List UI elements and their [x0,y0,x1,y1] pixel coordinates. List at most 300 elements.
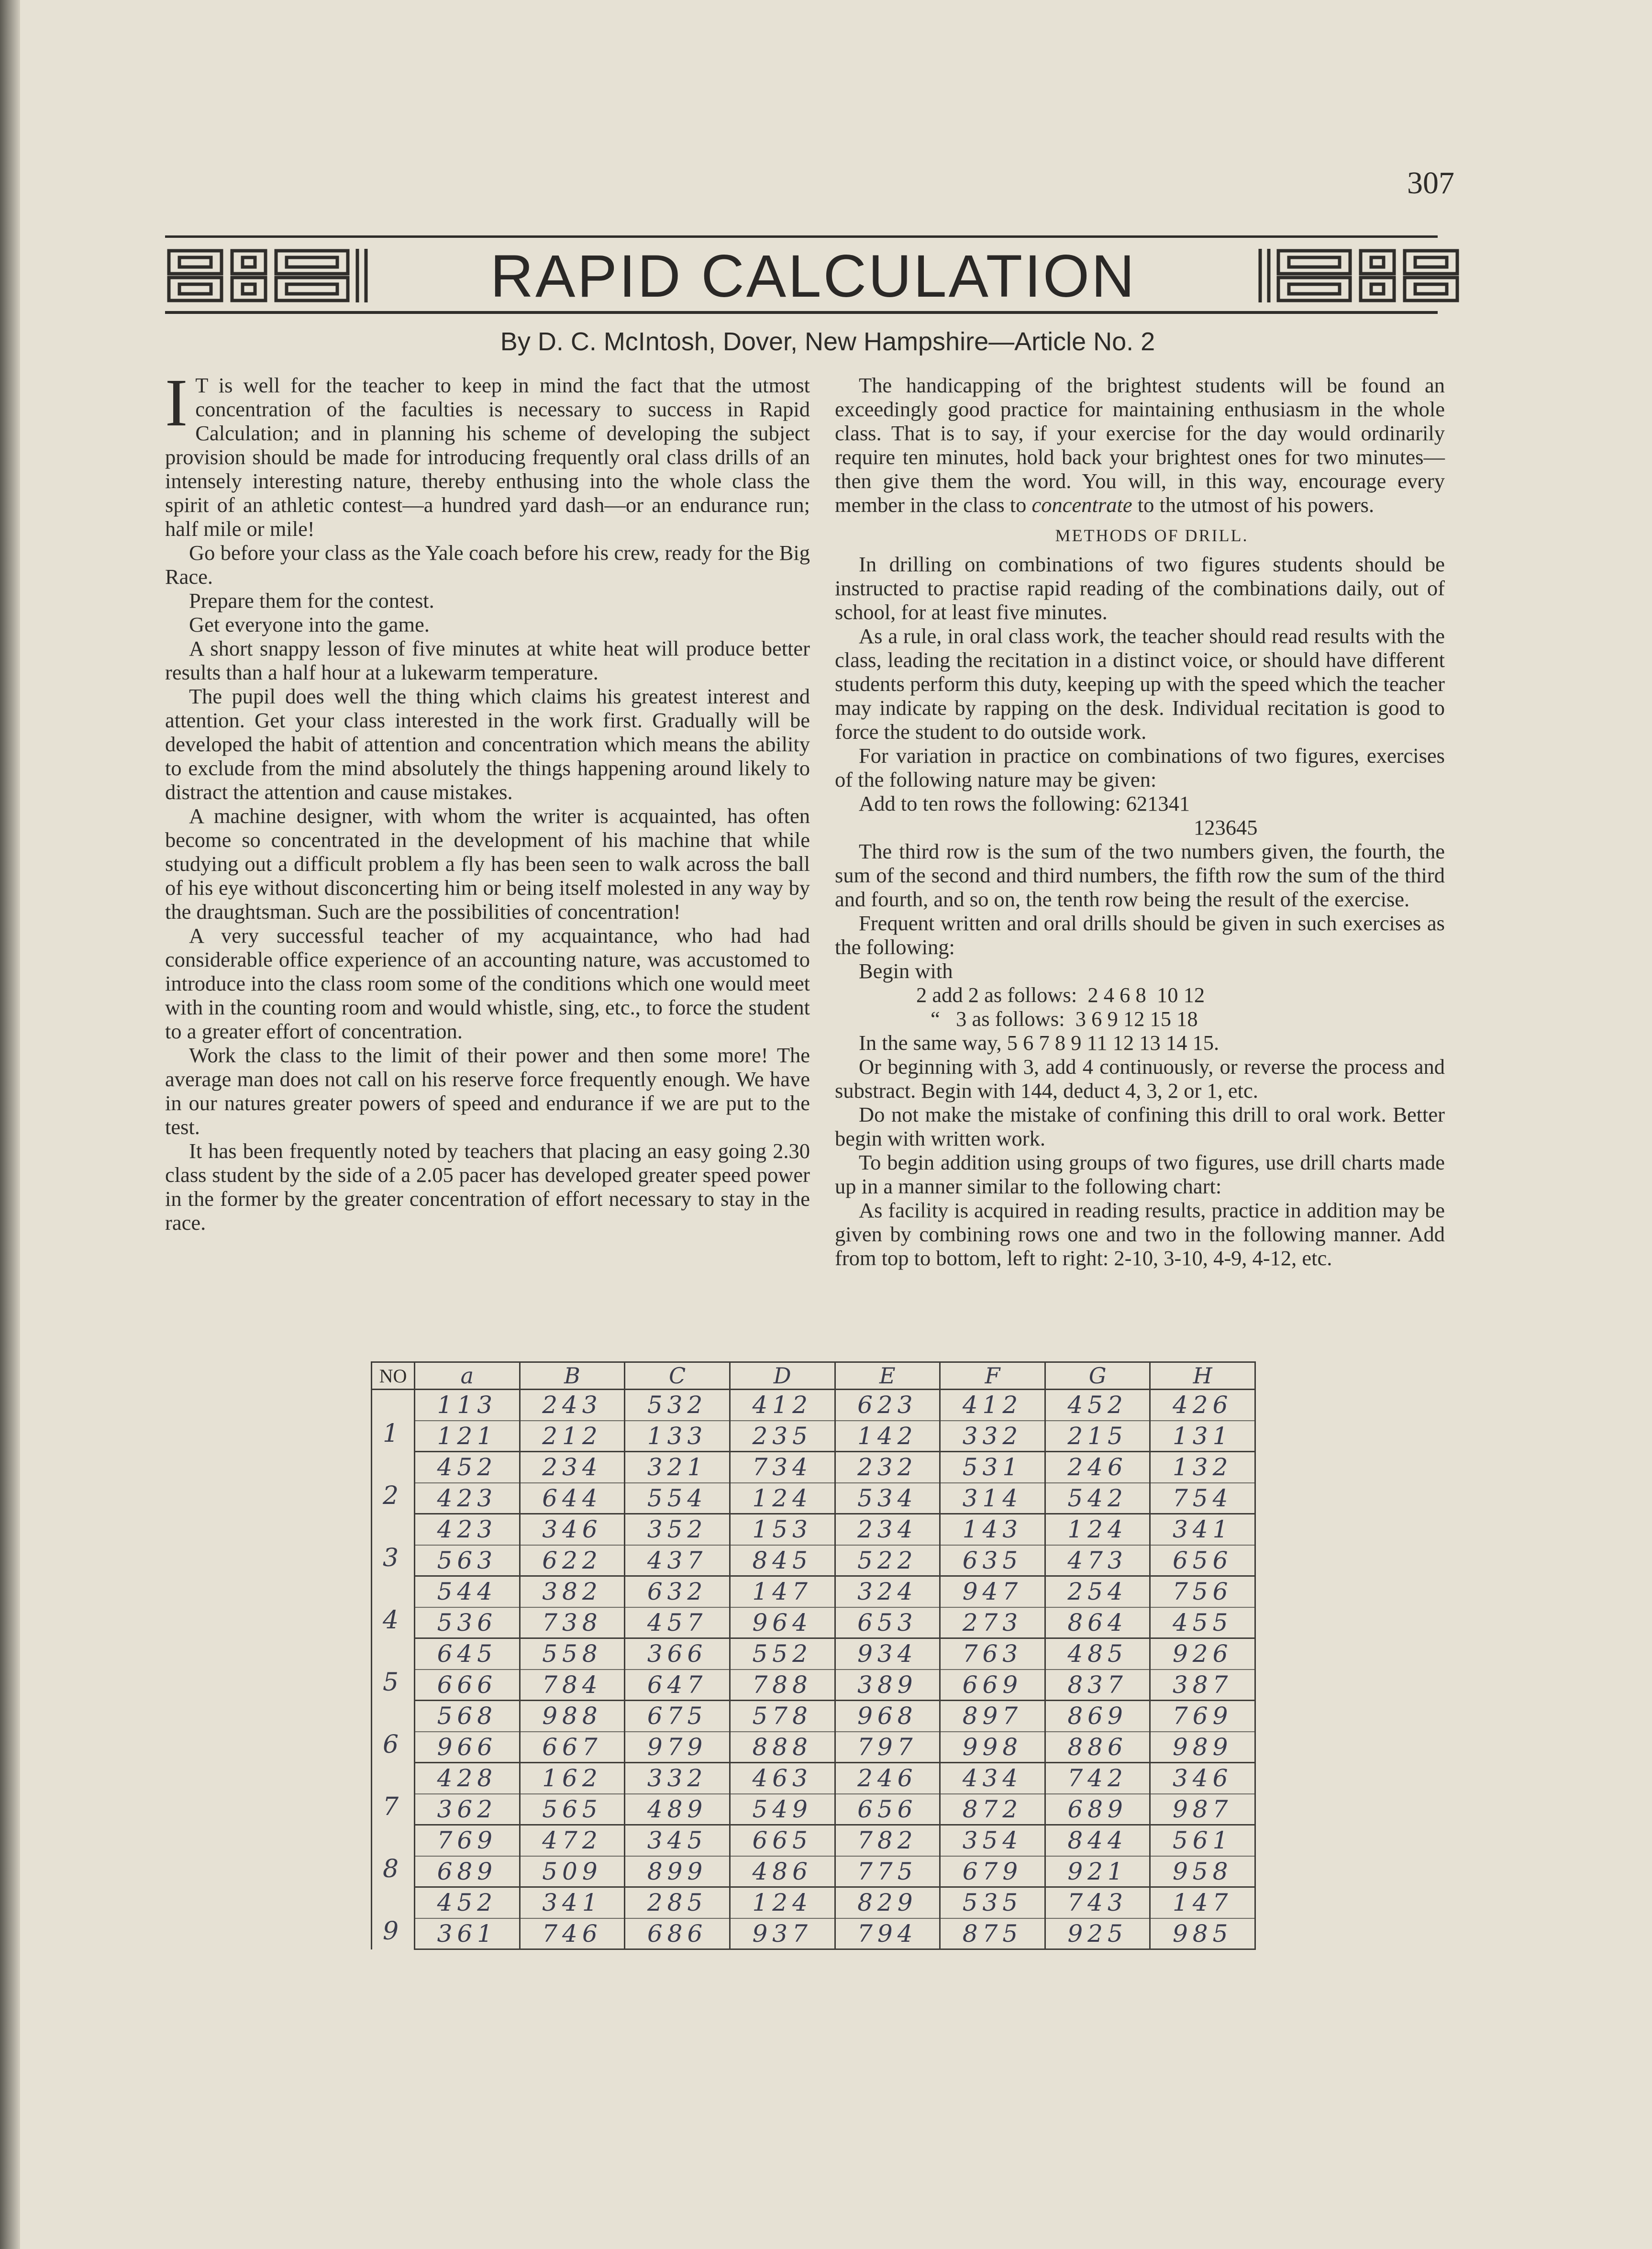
paragraph: A very successful teacher of my acquaintance, who had had considerable office experience of an accounting nature, was accustomed to introduce into the class room some of the conditions which one would meet with in the counting room and would whistle, sing, etc., to force the student to a greater effort of concentration. [165,924,810,1043]
chart-number-bottom: 784 [542,1670,602,1699]
chart-cell [730,1638,835,1701]
chart-cell [520,1514,625,1576]
chart-number-top: 532 [625,1390,729,1421]
chart-cell [625,1452,730,1514]
chart-number-top: 153 [731,1514,834,1546]
paragraph: Work the class to the limit of their power and then some more! The average man does not call on his reserve force frequently enough. We have in our natures greater powers of speed and endurance if we are put to the test. [165,1043,810,1139]
chart-number-bottom: 389 [857,1670,918,1699]
chart-number-bottom: 647 [647,1670,708,1699]
chart-cell [730,1390,835,1452]
chart-cell [520,1763,625,1825]
chart-number-bottom: 457 [647,1608,708,1637]
chart-cell-pair [1046,1514,1150,1575]
chart-cell-pair [415,1763,519,1824]
chart-cell [1150,1390,1255,1452]
chart-number-bottom: 273 [962,1608,1023,1637]
chart-cell [1045,1825,1150,1887]
chart-number-top: 485 [1046,1639,1150,1670]
chart-number-bottom: 985 [1172,1919,1233,1948]
chart-cell [1150,1825,1255,1887]
chart-cell [835,1576,940,1638]
chart-number-bottom: 872 [962,1795,1023,1823]
chart-cell-pair [521,1577,624,1637]
chart-cell [940,1390,1045,1452]
chart-cell [940,1514,1045,1576]
chart-number-top: 782 [836,1826,940,1857]
chart-number-bottom: 837 [1067,1670,1128,1699]
chart-cell [730,1701,835,1763]
chart-number-bottom: 133 [647,1422,708,1450]
paragraph: The pupil does well the thing which claims his greatest interest and attention. Get your class interested in the work first. Gradually will be developed the habit of attention and concentration which means the ability to exclude from the mind absolutely the things happening around likely to distract the attention and cause mistakes. [165,684,810,804]
example-line: “ 3 as follows: 3 6 9 12 15 18 [931,1007,1198,1031]
chart-cell [730,1825,835,1887]
chart-number-bottom: 797 [857,1733,918,1761]
chart-cell-pair [1151,1390,1254,1451]
chart-cell-pair [415,1514,519,1575]
chart-number-top: 734 [731,1452,834,1483]
chart-number-top: 869 [1046,1701,1150,1732]
chart-cell-pair [415,1390,519,1451]
chart-number-top: 234 [521,1452,624,1483]
chart-number-bottom: 142 [857,1422,918,1450]
chart-number-bottom: 864 [1067,1608,1128,1637]
chart-cell-pair [521,1452,624,1513]
chart-number-top: 428 [415,1763,519,1794]
chart-cell [1150,1452,1255,1514]
chart-number-bottom: 332 [962,1422,1023,1450]
chart-row-number: 5 [372,1638,415,1701]
paragraph: A short snappy lesson of five minutes at white heat will produce better results than a half hour at a lukewarm temperature. [165,636,810,684]
chart-number-bottom: 656 [1172,1546,1233,1574]
chart-number-bottom: 689 [437,1857,498,1885]
chart-row-number: 4 [372,1576,415,1638]
chart-row-number: 3 [372,1514,415,1576]
chart-header-no: NO [372,1362,415,1390]
chart-cell-pair [941,1577,1044,1637]
chart-number-bottom: 989 [1172,1733,1233,1761]
chart-number-top: 341 [1151,1514,1254,1546]
chart-number-bottom: 565 [542,1795,602,1823]
chart-number-top: 742 [1046,1763,1150,1794]
chart-number-top: 341 [521,1888,624,1919]
chart-number-top: 162 [521,1763,624,1794]
chart-number-top: 246 [1046,1452,1150,1483]
chart-number-bottom: 486 [752,1857,812,1885]
chart-number-top: 472 [521,1826,624,1857]
chart-number-top: 132 [1151,1452,1254,1483]
chart-cell-pair [836,1390,940,1451]
chart-cell-pair [836,1826,940,1886]
chart-number-bottom: 845 [752,1546,812,1574]
chart-column-header: C [625,1362,730,1390]
chart-cell-pair [731,1452,834,1513]
chart-cell [1150,1638,1255,1701]
chart-cell [1045,1514,1150,1576]
chart-number-top: 124 [731,1888,834,1919]
paragraph: For variation in practice on combinations of two figures, exercises of the following nature may be given: [835,744,1445,791]
chart-number-top: 346 [521,1514,624,1546]
chart-number-bottom: 536 [437,1608,498,1637]
chart-number-top: 463 [731,1763,834,1794]
right-column [835,373,1445,1270]
chart-cell [940,1825,1045,1887]
chart-row [372,1763,1255,1825]
chart-cell-pair [836,1639,940,1700]
chart-cell-pair [941,1701,1044,1762]
chart-cell [940,1576,1045,1638]
paragraph: It has been frequently noted by teachers that placing an easy going 2.30 class student by the side of a 2.05 pacer has developed greater speed power in the former by the greater concentration of effort necessary to stay in the race. [165,1139,810,1235]
chart-cell [520,1452,625,1514]
chart-cell-pair [625,1639,729,1700]
chart-number-bottom: 738 [542,1608,602,1637]
chart-cell [415,1514,520,1576]
chart-number-top: 124 [1046,1514,1150,1546]
chart-cell [835,1638,940,1701]
chart-number-bottom: 554 [647,1484,708,1512]
chart-cell [1045,1576,1150,1638]
chart-number-top: 578 [731,1701,834,1732]
chart-cell-pair [731,1701,834,1762]
chart-cell [415,1763,520,1825]
chart-number-top: 332 [625,1763,729,1794]
chart-number-bottom: 689 [1067,1795,1128,1823]
chart-number-bottom: 958 [1172,1857,1233,1885]
paragraph: Do not make the mistake of confining this drill to oral work. Better begin with written work. [835,1102,1445,1150]
chart-number-bottom: 979 [647,1733,708,1761]
chart-cell-pair [625,1577,729,1637]
chart-cell-pair [415,1639,519,1700]
chart-cell [1045,1763,1150,1825]
chart-number-top: 254 [1046,1577,1150,1608]
chart-row [372,1825,1255,1887]
paragraph-text: T is well for the teacher to keep in mind the fact that the utmost concentration of the faculties is necessary to success in Rapid Calculation; and in planning his scheme of developing the subject provision should be made for introducing frequently oral class drills of an intensely interesting nature, thereby enthusing into the whole class the spirit of an athletic contest—a hundred yard dash—or an endurance run; half mile or mile! [165,373,810,541]
example-line: 2 add 2 as follows: 2 4 6 8 10 12 [916,983,1205,1007]
chart-cell-pair [1151,1888,1254,1948]
chart-cell [415,1638,520,1701]
chart-cell [415,1701,520,1763]
chart-cell-pair [1151,1701,1254,1762]
chart-number-bottom: 788 [752,1670,812,1699]
paragraph: Prepare them for the contest. [189,589,434,612]
chart-number-bottom: 473 [1067,1546,1128,1574]
chart-number-top: 324 [836,1577,940,1608]
chart-number-top: 926 [1151,1639,1254,1670]
chart-number-bottom: 124 [752,1484,812,1512]
chart-row-number: 8 [372,1825,415,1887]
chart-number-bottom: 635 [962,1546,1023,1574]
chart-cell [940,1701,1045,1763]
chart-number-bottom: 775 [857,1857,918,1885]
chart-number-top: 552 [731,1639,834,1670]
chart-cell-pair [941,1452,1044,1513]
paragraph-text: to the utmost of his powers. [1132,493,1375,517]
chart-cell [625,1638,730,1701]
chart-cell [520,1887,625,1949]
chart-cell-pair [625,1888,729,1948]
chart-cell-pair [625,1701,729,1762]
drill-chart [371,1361,1256,1950]
paragraph: The third row is the sum of the two numbers given, the fourth, the sum of the second and third numbers, the fifth row the sum of the third and fourth, and so on, the tenth row being the result of the exercise. [835,839,1445,911]
chart-cell-pair [941,1390,1044,1451]
chart-cell-pair [625,1763,729,1824]
paragraph: A machine designer, with whom the writer is acquainted, has often become so concentrated in the development of his machine that while studying out a difficult problem a fly has been seen to walk across the ball of his eye without disconcerting him or being itself molested in any way by the draughtsman. Such are the possibilities of concentration! [165,804,810,924]
chart-cell-pair [521,1763,624,1824]
chart-cell [730,1514,835,1576]
chart-cell [625,1763,730,1825]
paragraph: As a rule, in oral class work, the teacher should read results with the class, leading the recitation in a distinct voice, or should have different students perform this duty, keeping up with the speed which the teacher may indicate by rapping on the desk. Individual recitation is good to force the student to do outside work. [835,624,1445,744]
chart-number-bottom: 746 [542,1919,602,1948]
chart-cell-pair [836,1514,940,1575]
chart-cell [730,1576,835,1638]
chart-number-bottom: 121 [437,1422,498,1450]
chart-cell-pair [1046,1639,1150,1700]
chart-cell [835,1763,940,1825]
chart-cell-pair [1046,1763,1150,1824]
chart-cell [625,1887,730,1949]
chart-number-top: 452 [415,1888,519,1919]
chart-number-bottom: 937 [752,1919,812,1948]
chart-cell-pair [1046,1452,1150,1513]
chart-cell [1045,1701,1150,1763]
chart-number-top: 382 [521,1577,624,1608]
chart-cell-pair [731,1888,834,1948]
chart-number-top: 412 [941,1390,1044,1421]
paragraph: Frequent written and oral drills should be given in such exercises as the following: [835,911,1445,959]
chart-cell [625,1701,730,1763]
chart-cell-pair [836,1577,940,1637]
chart-number-top: 434 [941,1763,1044,1794]
chart-cell [835,1452,940,1514]
chart-number-top: 452 [415,1452,519,1483]
chart-number-bottom: 667 [542,1733,602,1761]
chart-cell [940,1887,1045,1949]
chart-number-bottom: 679 [962,1857,1023,1885]
page-number: 307 [1407,166,1454,200]
chart-cell-pair [625,1452,729,1513]
section-heading: METHODS OF DRILL. [1055,526,1249,545]
chart-number-bottom: 899 [647,1857,708,1885]
chart-number-bottom: 653 [857,1608,918,1637]
chart-number-bottom: 998 [962,1733,1023,1761]
chart-row-number: 1 [372,1390,415,1452]
drill-chart-table [371,1361,1256,1950]
chart-number-top: 366 [625,1639,729,1670]
chart-row [372,1514,1255,1576]
chart-cell-pair [1046,1888,1150,1948]
chart-cell-pair [731,1763,834,1824]
chart-number-top: 232 [836,1452,940,1483]
greek-key-ornament-left-icon [165,247,376,304]
chart-number-top: 535 [941,1888,1044,1919]
chart-header-row [372,1362,1255,1390]
chart-row [372,1390,1255,1452]
chart-number-top: 829 [836,1888,940,1919]
emphasis-text: concentrate [1031,493,1132,517]
paragraph: Add to ten rows the following: 621341 [859,791,1190,815]
chart-number-bottom: 925 [1067,1919,1128,1948]
chart-number-top: 452 [1046,1390,1150,1421]
chart-cell [835,1390,940,1452]
chart-number-bottom: 656 [857,1795,918,1823]
chart-number-top: 844 [1046,1826,1150,1857]
chart-cell [520,1825,625,1887]
chart-cell-pair [1151,1452,1254,1513]
chart-body [372,1390,1255,1949]
paragraph: As facility is acquired in reading results, practice in addition may be given by combining rows one and two in the following manner. Add from top to bottom, left to right: 2-10, 3-10, 4-9, 4-12, etc. [835,1198,1445,1270]
chart-number-bottom: 522 [857,1546,918,1574]
chart-column-header: a [415,1362,520,1390]
chart-cell [1150,1576,1255,1638]
chart-cell [1150,1763,1255,1825]
chart-number-top: 645 [415,1639,519,1670]
chart-cell-pair [521,1826,624,1886]
chart-number-bottom: 686 [647,1919,708,1948]
chart-number-bottom: 549 [752,1795,812,1823]
chart-column-header: B [520,1362,625,1390]
chart-cell [625,1390,730,1452]
chart-number-top: 147 [1151,1888,1254,1919]
article-title: RAPID CALCULATION [490,243,1137,310]
chart-number-bottom: 669 [962,1670,1023,1699]
chart-column-header: F [940,1362,1045,1390]
chart-number-top: 968 [836,1701,940,1732]
paragraph: Begin with [859,959,953,983]
chart-number-top: 934 [836,1639,940,1670]
chart-number-bottom: 563 [437,1546,498,1574]
chart-number-bottom: 754 [1172,1484,1233,1512]
chart-number-top: 354 [941,1826,1044,1857]
chart-cell [415,1887,520,1949]
chart-cell [1045,1887,1150,1949]
chart-cell-pair [415,1826,519,1886]
chart-number-bottom: 455 [1172,1608,1233,1637]
chart-cell-pair [836,1888,940,1948]
chart-cell [940,1638,1045,1701]
chart-number-bottom: 875 [962,1919,1023,1948]
header-rule-top [165,235,1438,238]
paragraph: In drilling on combinations of two figures students should be instructed to practise rapid reading of the combinations daily, out of school, for at least five minutes. [835,552,1445,624]
chart-cell-pair [625,1390,729,1451]
chart-number-top: 743 [1046,1888,1150,1919]
chart-number-top: 345 [625,1826,729,1857]
chart-number-bottom: 987 [1172,1795,1233,1823]
chart-row [372,1638,1255,1701]
chart-number-top: 947 [941,1577,1044,1608]
chart-cell [835,1887,940,1949]
chart-column-header: G [1045,1362,1150,1390]
chart-number-top: 352 [625,1514,729,1546]
chart-cell-pair [521,1701,624,1762]
chart-cell-pair [521,1888,624,1948]
chart-number-bottom: 966 [437,1733,498,1761]
chart-number-top: 769 [1151,1701,1254,1732]
chart-column-header: E [835,1362,940,1390]
chart-number-bottom: 794 [857,1919,918,1948]
paragraph: Or beginning with 3, add 4 continuously, or reverse the process and substract. Begin with 144, deduct 4, 3, 2 or 1, etc. [835,1055,1445,1102]
chart-cell-pair [836,1763,940,1824]
chart-number-bottom: 964 [752,1608,812,1637]
chart-number-bottom: 534 [857,1484,918,1512]
chart-cell [1150,1887,1255,1949]
left-column [165,365,810,1235]
chart-cell-pair [941,1639,1044,1700]
article-byline: By D. C. McIntosh, Dover, New Hampshire—Article No. 2 [500,327,1155,356]
chart-cell-pair [731,1514,834,1575]
chart-number-top: 531 [941,1452,1044,1483]
chart-cell-pair [1046,1701,1150,1762]
chart-number-bottom: 542 [1067,1484,1128,1512]
chart-row-number: 7 [372,1763,415,1825]
paragraph [165,365,810,541]
chart-cell [940,1763,1045,1825]
chart-number-bottom: 886 [1067,1733,1128,1761]
book-spine-shadow [0,0,20,2249]
chart-number-top: 675 [625,1701,729,1732]
chart-cell [625,1825,730,1887]
chart-cell [625,1576,730,1638]
chart-cell-pair [521,1390,624,1451]
chart-cell-pair [836,1452,940,1513]
chart-cell-pair [1151,1826,1254,1886]
chart-number-bottom: 644 [542,1484,602,1512]
chart-row [372,1576,1255,1638]
chart-cell-pair [415,1888,519,1948]
chart-number-top: 234 [836,1514,940,1546]
chart-cell [730,1887,835,1949]
chart-number-top: 568 [415,1701,519,1732]
chart-number-bottom: 509 [542,1857,602,1885]
chart-cell [835,1514,940,1576]
chart-cell-pair [941,1763,1044,1824]
paragraph: To begin addition using groups of two figures, use drill charts made up in a manner similar to the following chart: [835,1150,1445,1198]
chart-number-top: 769 [415,1826,519,1857]
chart-number-top: 346 [1151,1763,1254,1794]
chart-number-top: 147 [731,1577,834,1608]
chart-cell-pair [941,1514,1044,1575]
chart-number-top: 623 [836,1390,940,1421]
chart-cell-pair [731,1390,834,1451]
chart-cell-pair [625,1514,729,1575]
chart-cell [415,1825,520,1887]
chart-cell-pair [625,1826,729,1886]
chart-cell-pair [1151,1639,1254,1700]
chart-cell-pair [731,1577,834,1637]
chart-number-top: 423 [415,1514,519,1546]
chart-cell-pair [1046,1826,1150,1886]
chart-number-top: 897 [941,1701,1044,1732]
chart-number-bottom: 489 [647,1795,708,1823]
chart-cell-pair [941,1826,1044,1886]
chart-cell [730,1763,835,1825]
chart-number-top: 756 [1151,1577,1254,1608]
chart-cell [520,1390,625,1452]
chart-number-bottom: 235 [752,1422,812,1450]
chart-number-top: 246 [836,1763,940,1794]
chart-cell [1150,1514,1255,1576]
chart-cell [520,1576,625,1638]
chart-number-bottom: 423 [437,1484,498,1512]
chart-cell [940,1452,1045,1514]
chart-number-bottom: 622 [542,1546,602,1574]
chart-number-top: 426 [1151,1390,1254,1421]
chart-number-top: 285 [625,1888,729,1919]
chart-row-number: 2 [372,1452,415,1514]
chart-column-header: H [1150,1362,1255,1390]
chart-number-bottom: 387 [1172,1670,1233,1699]
chart-row [372,1701,1255,1763]
chart-cell [520,1638,625,1701]
chart-cell-pair [1151,1763,1254,1824]
